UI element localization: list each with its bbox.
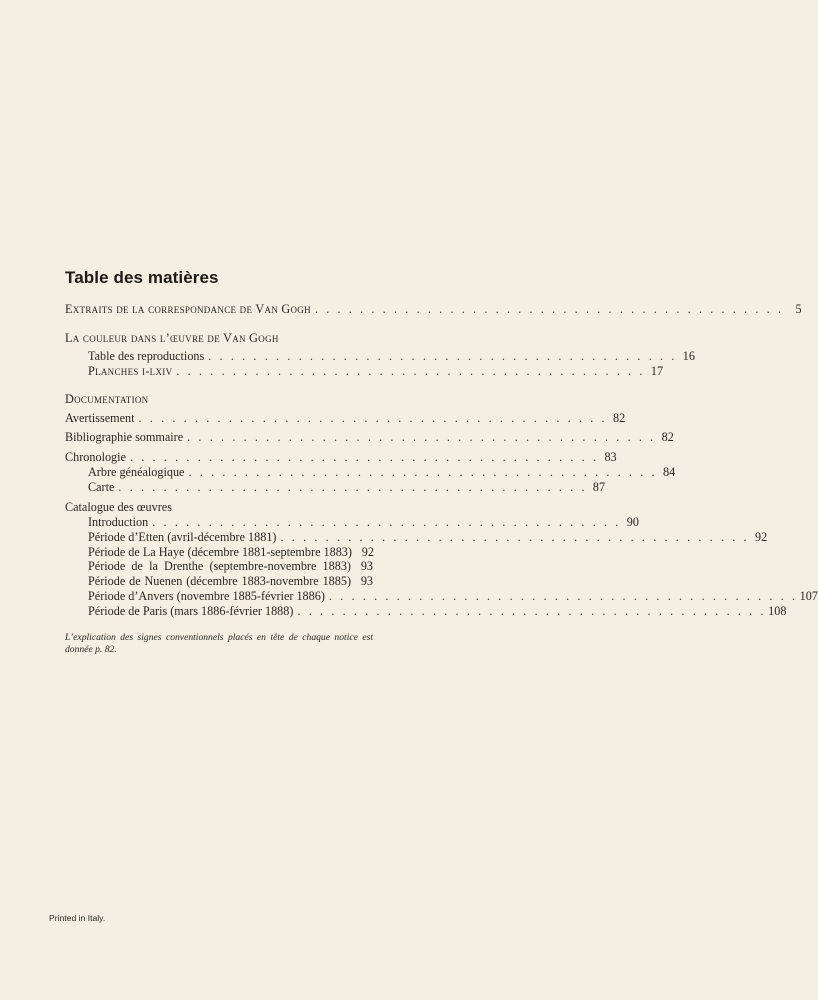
toc-entry-label: Bibliographie sommaire <box>65 430 184 444</box>
toc-entry-page: 5 <box>795 302 802 316</box>
toc-entry-label: Période de Nuenen (décembre 1883-novembre 1885) <box>88 574 351 588</box>
toc-entry-nuenen[interactable] <box>88 574 373 588</box>
toc-entry-page: 108 <box>768 604 787 618</box>
toc-entry-label: Table des reproductions <box>88 349 205 363</box>
toc-entry-page: 90 <box>626 515 639 529</box>
toc-entry-label: Extraits de la correspondance de Van Gogh <box>65 302 311 316</box>
section-heading-documentation: Documentation <box>65 392 149 406</box>
dot-leader: . . . . . . . . . . . . . . . . . . . . . . . . . . . . . . . . . . . . . . . . . . <box>187 430 656 444</box>
toc-entry-label: Chronologie <box>65 450 126 464</box>
toc-entry-planches[interactable] <box>88 364 664 378</box>
toc-entry-page: 82 <box>661 430 674 444</box>
toc-entry-label: Avertissement <box>65 411 135 425</box>
toc-entry-introduction[interactable] <box>88 515 639 529</box>
dot-leader: . . . . . . . . . . . . . . . . . . . . . . . . . . . . . . . . . . . . . . . . . . <box>280 530 750 544</box>
toc-entry-page: 93 <box>360 574 373 588</box>
toc-entry-page: 107 <box>799 589 818 603</box>
toc-entry-label: Période de La Haye (décembre 1881-septembre 1883) <box>88 545 352 559</box>
page-title: Table des matières <box>65 268 219 287</box>
toc-entry-bibliographie[interactable] <box>65 430 674 444</box>
toc-entry-label: Période d’Etten (avril-décembre 1881) <box>88 530 277 544</box>
dot-leader: . . . . . . . . . . . . . . . . . . . . . . . . . . . . . . . . . . . . . . . . . . <box>297 604 767 618</box>
toc-entry-page: 92 <box>755 530 768 544</box>
dot-leader: . . . . . . . . . . . . . . . . . . . . . . . . . . . . . . . . . . . . . . . . . . <box>152 515 621 529</box>
toc-entry-page: 93 <box>360 559 373 573</box>
toc-entry-chronologie[interactable] <box>65 450 617 464</box>
toc-entry-page: 87 <box>592 480 606 494</box>
footnote: L’explication des signes conventionnels placés en tête de chaque notice est donnée p. 82. <box>65 632 373 655</box>
toc-entry-extraits[interactable] <box>65 302 802 316</box>
toc-entry-anvers[interactable] <box>88 589 818 603</box>
dot-leader: . . . . . . . . . . . . . . . . . . . . . . . . . . . . . . . . . . . . . . . . . . <box>188 465 658 479</box>
dot-leader: . . . . . . . . . . . . . . . . . . . . . . . . . . . . . . . . . . . . . . . . . . <box>208 349 677 363</box>
toc-entry-label: Période de la Drenthe (septembre-novembre 1883) <box>88 559 351 573</box>
toc-entry-label: Période d’Anvers (novembre 1885-février 1886) <box>88 589 325 603</box>
toc-entry-paris[interactable] <box>88 604 787 618</box>
toc-entry-table-reproductions[interactable] <box>88 349 695 363</box>
toc-entry-avertissement[interactable] <box>65 411 626 425</box>
section-heading-catalogue: Catalogue des œuvres <box>65 500 172 514</box>
toc-entry-la-haye[interactable] <box>88 545 373 559</box>
toc-entry-label: Planches i-lxiv <box>88 364 173 378</box>
toc-entry-label: Carte <box>88 480 115 494</box>
toc-entry-drenthe[interactable] <box>88 559 373 573</box>
toc-entry-page: 84 <box>662 465 676 479</box>
toc-entry-page: 17 <box>650 364 664 378</box>
toc-entry-page: 82 <box>613 411 626 425</box>
dot-leader: . . . . . . . . . . . . . . . . . . . . . . . . . . . . . . . . . . . . . . . . . . <box>176 364 646 378</box>
dot-leader: . . . . . . . . . . . . . . . . . . . . . . . . . . . . . . . . . . . . . . . . . . <box>328 589 798 603</box>
toc-entry-label: Introduction <box>88 515 149 529</box>
dot-leader: . . . . . . . . . . . . . . . . . . . . . . . . . . . . . . . . . . . . . . . . . . <box>314 302 784 316</box>
imprint: Printed in Italy. <box>49 913 106 923</box>
dot-leader: . . . . . . . . . . . . . . . . . . . . . . . . . . . . . . . . . . . . . . . . . . <box>138 411 608 425</box>
dot-leader: . . . . . . . . . . . . . . . . . . . . . . . . . . . . . . . . . . . . . . . . . . <box>118 480 588 494</box>
toc-entry-page: 92 <box>361 545 374 559</box>
toc-entry-label: Période de Paris (mars 1886-février 1888) <box>88 604 294 618</box>
toc-entry-page: 16 <box>682 349 695 363</box>
toc-entry-etten[interactable] <box>88 530 768 544</box>
toc-entry-arbre[interactable] <box>88 465 676 479</box>
toc-entry-label: Arbre généalogique <box>88 465 185 479</box>
toc-entry-carte[interactable] <box>88 480 606 494</box>
toc-entry-page: 83 <box>604 450 617 464</box>
dot-leader: . . . . . . . . . . . . . . . . . . . . . . . . . . . . . . . . . . . . . . . . . . <box>129 450 599 464</box>
section-heading-couleur: La couleur dans l’œuvre de Van Gogh <box>65 331 279 345</box>
